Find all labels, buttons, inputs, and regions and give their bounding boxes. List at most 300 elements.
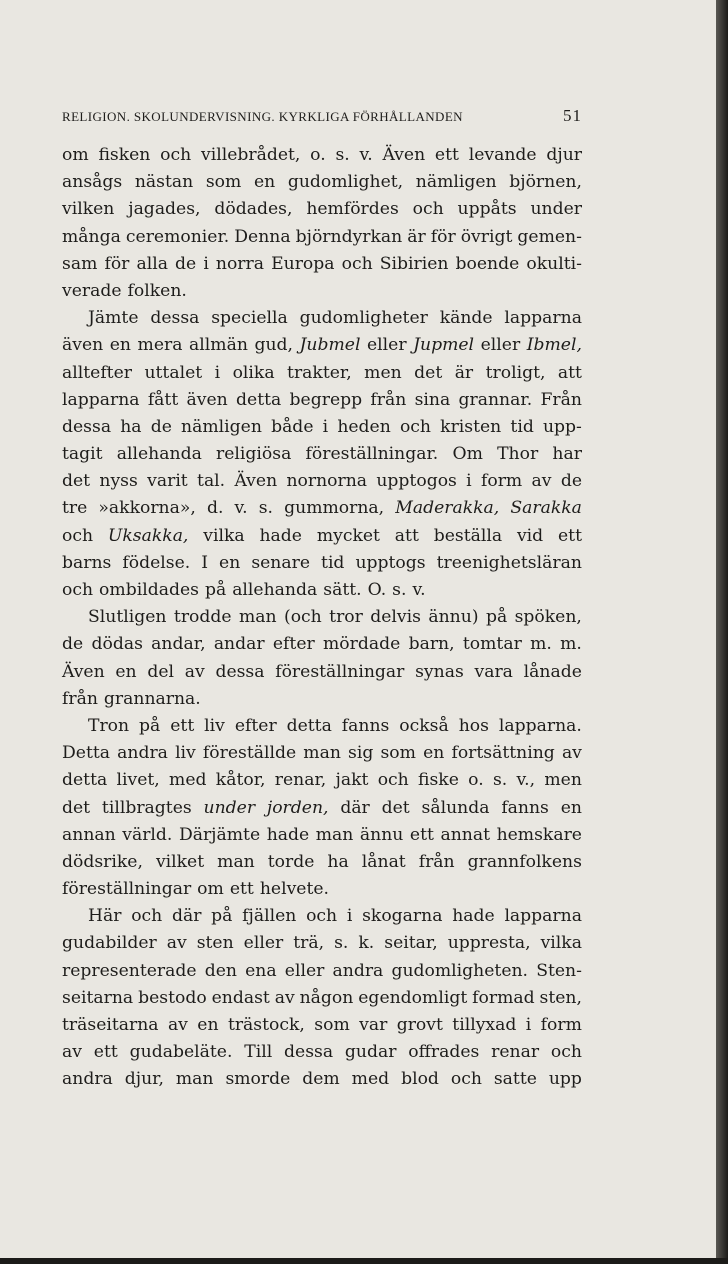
word: Även: [234, 471, 278, 492]
word: och: [160, 145, 192, 165]
word: av: [62, 1042, 82, 1063]
word: det: [62, 471, 91, 492]
word: verade: [62, 280, 122, 301]
word: hemfördes: [306, 199, 399, 220]
word: de: [560, 471, 582, 492]
word: är: [407, 226, 426, 247]
text-line: [62, 930, 582, 957]
word: sina: [414, 389, 451, 410]
word: andra: [332, 960, 384, 981]
word: tid: [321, 552, 345, 573]
word: Europa: [271, 253, 335, 274]
word: har: [552, 444, 582, 465]
word: synas: [415, 661, 464, 682]
word: v.: [412, 580, 426, 600]
word: uppåts: [457, 199, 517, 220]
word: mördade: [323, 634, 401, 655]
word: form: [540, 1015, 582, 1035]
word: ett: [409, 824, 434, 845]
word: Även: [382, 145, 426, 165]
text-line: [62, 740, 582, 767]
word: dessa: [150, 308, 200, 329]
word: allehanda: [232, 580, 318, 600]
word: vid: [516, 525, 544, 546]
text-line: [62, 196, 582, 223]
word: på: [139, 715, 161, 736]
word: upptogs: [355, 552, 426, 573]
text-line: [62, 332, 582, 359]
text-line: [62, 604, 582, 631]
word: fisken: [98, 145, 151, 165]
text-line: [62, 958, 582, 985]
word: även: [62, 335, 104, 356]
word: på: [204, 580, 227, 600]
word: som: [314, 1015, 350, 1035]
word: om: [62, 145, 89, 165]
word: Uksakka,: [107, 525, 189, 546]
text-line: [62, 387, 582, 414]
word: dessa: [284, 1042, 334, 1063]
word: o.: [310, 145, 326, 165]
word: det: [414, 362, 443, 383]
word: om: [197, 879, 224, 900]
word: v.,: [516, 770, 536, 791]
word: boende: [455, 253, 520, 274]
word: från: [370, 389, 407, 410]
text-line: [62, 441, 582, 468]
word: hade: [452, 906, 495, 927]
word: som: [205, 172, 242, 193]
word: tre: [62, 498, 88, 519]
word: tal.: [197, 471, 226, 492]
word: allmän: [189, 335, 248, 356]
word: Jubmel: [299, 335, 361, 356]
text-line: [62, 1012, 582, 1039]
word: man: [217, 851, 255, 872]
word: man: [315, 824, 354, 845]
word: ännu): [428, 607, 479, 628]
word: upptogos: [376, 471, 457, 492]
word: också: [399, 715, 449, 736]
word: av: [561, 743, 582, 764]
word: senare: [251, 552, 311, 573]
word: tillyxad: [452, 1015, 517, 1035]
word: lapparna: [504, 906, 582, 927]
page-edge-shadow: [716, 0, 728, 1264]
word: Maderakka,: [395, 498, 500, 519]
word: fått: [147, 389, 179, 410]
word: föreställningar: [62, 879, 192, 900]
word: satte: [493, 1069, 537, 1090]
word: o.: [468, 770, 484, 791]
word: »akkorna»,: [98, 498, 196, 519]
word: grovt: [396, 1015, 443, 1035]
word: även: [186, 389, 228, 410]
word: vilka: [540, 933, 582, 954]
word: gemen-: [517, 226, 582, 247]
word: trodde: [173, 607, 232, 628]
word: v.: [234, 498, 248, 519]
word: andar,: [151, 634, 206, 655]
word: treenighetsläran: [436, 552, 582, 573]
text-line: [62, 550, 582, 577]
word: under: [203, 797, 256, 818]
running-head-title: RELIGION. SKOLUNDERVISNING. KYRKLIGA FÖRHÅLLANDEN: [62, 109, 463, 124]
word: upp-: [542, 416, 582, 437]
word: men: [364, 362, 402, 383]
word: vilken: [62, 199, 115, 220]
word: dessa: [215, 661, 265, 682]
word: gudar: [344, 1042, 397, 1063]
word: beställa: [433, 525, 503, 546]
text-line: [62, 251, 582, 278]
word: jagades,: [128, 199, 201, 220]
word: renar: [491, 1042, 540, 1063]
word: grannarna.: [103, 688, 201, 709]
word: av: [166, 933, 187, 954]
word: björnen,: [509, 172, 582, 193]
word: någon: [299, 987, 354, 1008]
word: alla: [136, 253, 168, 274]
word: nästan: [134, 172, 194, 193]
word: den: [204, 960, 237, 981]
text-line: [62, 903, 582, 930]
word: ett: [558, 525, 582, 546]
word: föreställningar: [275, 661, 405, 682]
word: I: [201, 552, 209, 573]
word: grannar.: [458, 389, 533, 410]
word: detta: [286, 715, 332, 736]
word: det: [62, 797, 91, 818]
word: djur: [546, 145, 582, 165]
word: detta: [236, 389, 282, 410]
word: hade: [259, 525, 302, 546]
word: smorde: [225, 1069, 291, 1090]
word: andra: [117, 743, 168, 764]
word: Ibmel,: [526, 335, 582, 356]
word: många: [62, 226, 121, 247]
text-line: [62, 468, 582, 495]
word: jakt: [335, 770, 369, 791]
word: Thor: [497, 444, 539, 465]
word: under: [530, 199, 582, 220]
word: dem: [302, 1069, 340, 1090]
word: Denna: [234, 226, 291, 247]
text-line: [62, 713, 582, 740]
word: okulti-: [526, 253, 582, 274]
word: som: [380, 743, 416, 764]
word: en: [109, 335, 131, 356]
word: form: [480, 471, 523, 492]
word: formad: [472, 987, 535, 1008]
word: och: [412, 199, 444, 220]
word: upp: [548, 1069, 582, 1090]
word: nornorna: [286, 471, 368, 492]
word: lapparna: [62, 389, 140, 410]
word: alltefter: [62, 362, 132, 383]
word: bestodo: [138, 987, 207, 1008]
word: gudomlighet,: [287, 172, 404, 193]
word: det: [381, 797, 410, 818]
word: torde: [267, 851, 315, 872]
text-line: [62, 822, 582, 849]
word: där: [340, 797, 370, 818]
word: s.: [334, 933, 349, 954]
word: villebrådet,: [201, 145, 301, 165]
text-line: [62, 1039, 582, 1066]
word: är: [454, 362, 474, 383]
word: (och: [284, 607, 322, 628]
word: fanns: [501, 797, 549, 818]
word: de: [62, 634, 84, 655]
word: ena: [245, 960, 277, 981]
word: en: [219, 552, 241, 573]
word: djur,: [124, 1069, 164, 1090]
word: vilket: [155, 851, 205, 872]
word: hade: [266, 824, 310, 845]
word: s.: [392, 580, 407, 600]
word: övrigt: [460, 226, 513, 247]
word: en: [253, 172, 276, 193]
text-line: [62, 414, 582, 441]
word: med: [351, 1069, 390, 1090]
word: av: [184, 661, 205, 682]
word: föreställningar.: [305, 444, 439, 465]
word: trakter,: [287, 362, 352, 383]
word: ett: [93, 1042, 118, 1063]
word: gudomligheter: [299, 308, 428, 329]
word: sålunda: [421, 797, 490, 818]
word: eller: [284, 960, 325, 981]
word: i: [214, 362, 221, 383]
word: m.: [530, 634, 552, 655]
word: O.: [367, 580, 387, 600]
word: ha: [120, 416, 142, 437]
word: av: [167, 1015, 188, 1035]
text-line: [62, 360, 582, 387]
word: offrades: [408, 1042, 480, 1063]
word: v.: [359, 145, 373, 165]
word: lånat: [361, 851, 406, 872]
text-line: [62, 305, 582, 332]
word: i: [203, 253, 209, 274]
word: fanns: [341, 715, 390, 736]
text-line: [62, 795, 582, 822]
word: tillbragtes: [101, 797, 192, 818]
page-bottom-edge: [0, 1258, 728, 1264]
word: renar,: [274, 770, 327, 791]
word: m.: [560, 634, 582, 655]
page-number: 51: [563, 106, 582, 125]
word: i: [346, 906, 353, 927]
word: i: [525, 1015, 532, 1035]
word: gudomligheten.: [391, 960, 529, 981]
word: fortsättning: [451, 743, 555, 764]
word: Till: [244, 1042, 273, 1063]
word: man: [303, 743, 341, 764]
word: och: [550, 1042, 582, 1063]
running-head: [62, 106, 582, 126]
word: ett: [170, 715, 195, 736]
word: barns: [62, 552, 112, 573]
word: en: [115, 661, 137, 682]
word: i: [322, 416, 329, 437]
word: andar: [213, 634, 265, 655]
word: ett: [434, 145, 459, 165]
word: för: [104, 253, 130, 274]
word: av: [274, 987, 295, 1008]
text-line: [62, 142, 582, 169]
word: sam: [62, 253, 98, 274]
word: föreställde: [202, 743, 297, 764]
word: och: [399, 416, 431, 437]
text-line: [62, 849, 582, 876]
word: s.: [258, 498, 274, 519]
word: och: [450, 1069, 482, 1090]
word: de: [175, 253, 197, 274]
word: Tron: [88, 715, 130, 736]
word: lånade: [523, 661, 582, 682]
word: tid: [510, 416, 534, 437]
word: sig: [348, 743, 374, 764]
word: tagit: [62, 444, 103, 465]
word: Här: [88, 906, 122, 927]
word: där: [171, 906, 202, 927]
word: vara: [474, 661, 513, 682]
word: från: [418, 851, 455, 872]
word: spöken,: [514, 607, 582, 628]
word: av: [531, 471, 552, 492]
word: helvete.: [259, 879, 329, 900]
text-line: [62, 169, 582, 196]
word: del: [147, 661, 175, 682]
word: hos: [458, 715, 489, 736]
word: k.: [358, 933, 375, 954]
word: trä,: [293, 933, 325, 954]
word: värld.: [122, 824, 173, 845]
word: ett: [229, 879, 254, 900]
word: kände: [439, 308, 493, 329]
word: kristen: [440, 416, 502, 437]
word: liv: [175, 743, 196, 764]
word: liv: [204, 715, 225, 736]
text-line: [62, 495, 582, 522]
word: man: [238, 607, 277, 628]
word: och: [377, 770, 409, 791]
word: och: [306, 906, 338, 927]
word: dödades,: [214, 199, 293, 220]
word: eller: [480, 335, 521, 356]
word: fiske: [418, 770, 459, 791]
word: troligt,: [485, 362, 546, 383]
word: Därjämte: [178, 824, 261, 845]
word: björndyrkan: [295, 226, 403, 247]
word: grannfolkens: [467, 851, 582, 872]
word: uppresta,: [447, 933, 531, 954]
word: levande: [468, 145, 537, 165]
word: och: [62, 525, 94, 546]
word: representerade: [62, 960, 197, 981]
word: heden: [337, 416, 391, 437]
text-line: [62, 876, 582, 903]
word: gud,: [254, 335, 293, 356]
word: annan: [62, 824, 116, 845]
word: nyss: [99, 471, 138, 492]
text-line: [62, 659, 582, 686]
word: dödsrike,: [62, 851, 143, 872]
word: livet,: [116, 770, 160, 791]
word: och: [131, 906, 163, 927]
word: ceremonier.: [125, 226, 230, 247]
text-line: [62, 631, 582, 658]
word: både: [271, 416, 314, 437]
word: med: [169, 770, 207, 791]
word: på: [211, 906, 233, 927]
text-line: [62, 224, 582, 251]
text-line: [62, 523, 582, 550]
word: för: [430, 226, 456, 247]
word: Slutligen: [88, 607, 167, 628]
word: seitarna: [62, 987, 134, 1008]
word: religiösa: [216, 444, 292, 465]
word: skogarna: [362, 906, 443, 927]
word: en: [423, 743, 445, 764]
text-line: [62, 686, 582, 713]
word: andra: [62, 1069, 113, 1090]
word: olika: [232, 362, 275, 383]
text-line: [62, 767, 582, 794]
word: ombildades: [99, 580, 199, 600]
word: Jämte: [88, 308, 139, 329]
word: eller: [243, 933, 284, 954]
word: egendomligt: [358, 987, 468, 1008]
word: en: [197, 1015, 219, 1035]
word: varit: [147, 471, 188, 492]
word: detta: [62, 770, 108, 791]
word: på: [485, 607, 508, 628]
word: var: [359, 1015, 388, 1035]
word: blod: [401, 1069, 439, 1090]
word: man: [175, 1069, 214, 1090]
word: d.: [206, 498, 224, 519]
text-line: [62, 278, 582, 305]
word: lapparna.: [498, 715, 582, 736]
text-line: [62, 985, 582, 1012]
word: endast: [211, 987, 270, 1008]
word: nämligen: [181, 416, 262, 437]
word: s.: [492, 770, 508, 791]
word: födelse.: [122, 552, 191, 573]
word: ha: [327, 851, 349, 872]
word: mera: [137, 335, 183, 356]
word: uttalet: [144, 362, 203, 383]
word: tror: [329, 607, 363, 628]
word: folken.: [127, 280, 187, 301]
word: hemskare: [496, 824, 582, 845]
word: mycket: [316, 525, 380, 546]
word: och: [62, 580, 94, 600]
word: i: [466, 471, 472, 492]
word: sten: [196, 933, 234, 954]
word: att: [394, 525, 419, 546]
word: annat: [440, 824, 491, 845]
word: fjällen: [242, 906, 297, 927]
word: gudabeläte.: [129, 1042, 233, 1063]
word: Sten-: [536, 960, 582, 981]
word: tomtar: [462, 634, 522, 655]
word: gudabilder: [62, 933, 157, 954]
word: vilka: [203, 525, 245, 546]
